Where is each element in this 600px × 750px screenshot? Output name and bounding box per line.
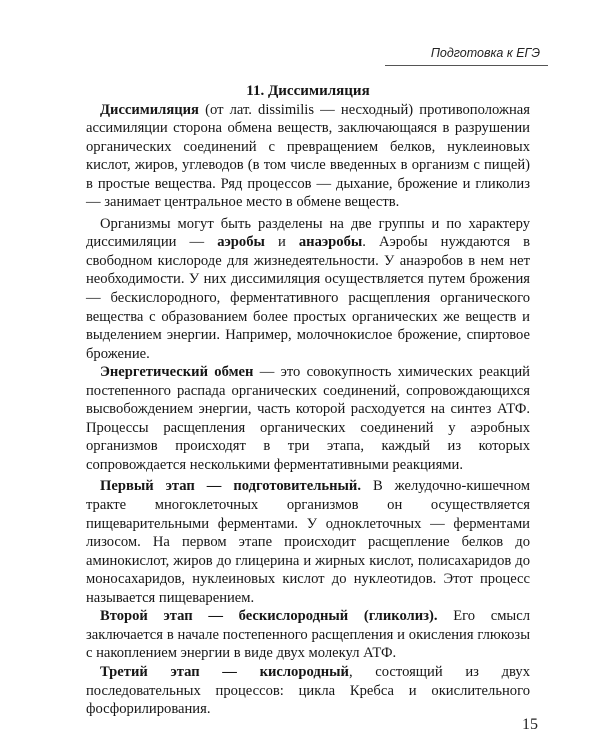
paragraph-dissimilation-definition [86, 101, 530, 212]
text-run: — это совокупность химических реакций постепенного распада органических соединений, сопровождающихся высвобождением энергии, часть которой расходуется на синтез АТФ. Процессы расщепления органических соединений у аэробных организмов происходят в три этапа, каждый из которых сопровождается несколькими ферментативными реакциями. [86, 364, 530, 473]
paragraph-aerobes-anaerobes [86, 215, 530, 363]
paragraph-energy-metabolism [86, 363, 530, 474]
bold-term: Третий этап — кислородный [100, 663, 349, 680]
text-run: и [264, 234, 299, 251]
running-header: Подготовка к ЕГЭ [430, 46, 540, 60]
text-run: (от лат. dissimilis — несходный) противоположная ассимиляции сторона обмена веществ, заключающаяся в разрушении органических соединений с превращением белков, нуклеиновых кислот, жиров, углеводов (в том числе введенных в организм с пищей) в простые вещества. Ряд процессов — дыхание, брожение и гликолиз — занимает центральное место в обмене веществ. [86, 101, 530, 211]
page-body [86, 82, 530, 719]
text-run: Его смысл заключается в начале постепенного расщепления и окисления глюкозы с накоплением энергии в виде двух молекул АТФ. [86, 608, 530, 662]
paragraph-third-stage [86, 663, 530, 719]
text-run: В желудочно-кишечном тракте многоклеточных организмов он осуществляется пищеварительными ферментами. У одноклеточных — ферментами лизосом. На первом этапе происходит расщепление белков до аминокислот, жиров до глицерина и жирных кислот, полисахаридов до моносахаридов, нуклеиновых кислот до нуклеотидов. Этот процесс называется пищеварением. [86, 478, 530, 606]
paragraph-first-stage [86, 477, 530, 607]
bold-term: Первый этап — подготовительный. [100, 478, 361, 495]
text-run: , состоящий из двух последовательных процессов: цикла Кребса и окислительного фосфорилирования. [86, 663, 531, 718]
text-run: . Аэробы нуждаются в свободном кислороде для жизнедеятельности. У анаэробов в нем нет необходимости. У них диссимиляция осуществляется путем брожения — бескислородного, ферментативного расщепления органического вещества с образованием более простых органических же веществ и выделением энергии. Например, молочнокислое брожение, спиртовое брожение. [86, 234, 530, 362]
section-title: 11. Диссимиляция [246, 83, 370, 99]
bold-term: Диссимиляция [100, 101, 199, 118]
paragraph-second-stage [86, 607, 530, 663]
page-number: 15 [522, 716, 538, 733]
bold-term: Второй этап — бескислородный (гликолиз). [100, 608, 438, 625]
bold-term: аэробы [217, 234, 265, 251]
header-rule [385, 65, 548, 66]
text-run: Организмы могут быть разделены на две группы и по характеру диссимиляции — [86, 215, 530, 251]
bold-term: Энергетический обмен [100, 364, 254, 381]
bold-term: анаэробы [298, 234, 363, 251]
